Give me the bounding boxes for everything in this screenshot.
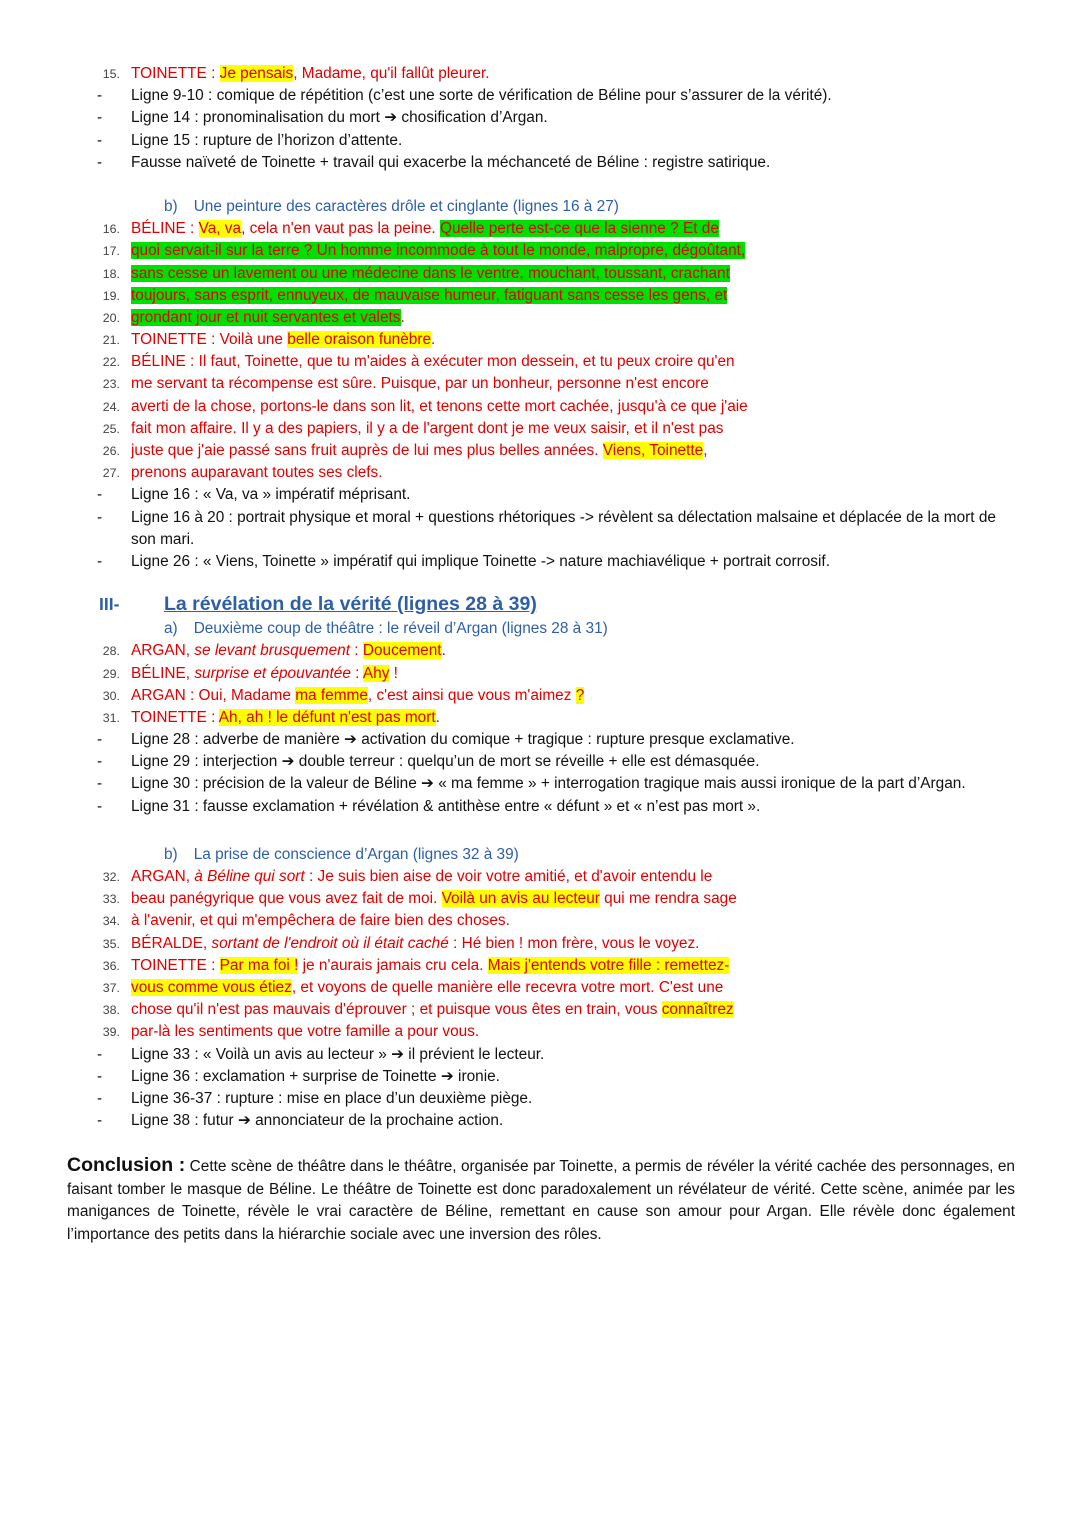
text-line-27: 27. prenons auparavant toutes ses clefs. (102, 464, 383, 482)
conclusion-text: Cette scène de théâtre dans le théâtre, organisée par Toinette, a permis de révéler la vérité cachée des personnages, en faisant tomber le masque de Béline. Le théâtre de Toinette est donc paradoxalement un révélateur de vérité. Cette scène, animée par les manigances de Toinette, révèle le vrai caractère de Béline, remettant en cause son amour pour Argan. Elle révèle donc également l’importance des petits dans la hiérarchie sociale avec une inversion des rôles. (67, 1158, 1015, 1243)
line-number: 15. (102, 67, 120, 81)
text-line-33: 33. beau panégyrique que vous avez fait de moi. Voilà un avis au lecteur qui me rendra sage (102, 890, 737, 908)
note-item: - Ligne 28 : adverbe de manière ➔ activation du comique + tragique : rupture presque exclamative. (97, 731, 795, 749)
note-item: - Ligne 9-10 : comique de répétition (c’est une sorte de vérification de Béline pour s’assurer de la vérité). (97, 87, 832, 105)
text-line-36: 36. TOINETTE : Par ma foi ! je n'aurais jamais cru cela. Mais j'entends votre fille : remettez- (102, 956, 730, 974)
conclusion-paragraph (67, 1154, 1015, 1246)
subsection-heading: b) Une peinture des caractères drôle et cinglante (lignes 16 à 27) (164, 197, 619, 215)
text-line-17: 17. quoi servait-il sur la terre ? Un homme incommode à tout le monde, malpropre, dégoûtant, (102, 242, 746, 260)
note-item: - Ligne 14 : pronominalisation du mort ➔ chosification d’Argan. (97, 109, 548, 127)
text-line-38: 38. chose qu'il n'est pas mauvais d'éprouver ; et puisque vous êtes en train, vous connaîtrez (102, 1001, 734, 1019)
note-item: - Ligne 15 : rupture de l’horizon d’attente. (97, 131, 403, 149)
note-item: - Ligne 16 à 20 : portrait physique et moral + questions rhétoriques -> révèlent sa délectation malsaine et déplacée de la mort de son mari. (97, 508, 996, 548)
text-line-29: 29. BÉLINE, surprise et épouvantée : Ahy ! (102, 664, 398, 682)
text-line-24: 24. averti de la chose, portons-le dans son lit, et tenons cette mort cachée, jusqu'à ce que j'aie (102, 397, 748, 415)
text-line-31: 31. TOINETTE : Ah, ah ! le défunt n'est pas mort. (102, 708, 440, 726)
text-line-20: 20. grondant jour et nuit servantes et valets. (102, 308, 405, 326)
text-line-34: 34. à l'avenir, et qui m'empêchera de faire bien des choses. (102, 912, 510, 930)
note-item: - Ligne 26 : « Viens, Toinette » impératif qui implique Toinette -> nature machiavélique + portrait corrosif. (97, 552, 830, 570)
highlight: Je pensais (219, 65, 294, 82)
note-item: - Ligne 33 : « Voilà un avis au lecteur » ➔ il prévient le lecteur. (97, 1045, 545, 1063)
section-heading: III- La révélation de la vérité (lignes 28 à 39) (99, 593, 537, 616)
conclusion-label: Conclusion : (67, 1154, 186, 1177)
text-line-19: 19. toujours, sans esprit, ennuyeux, de mauvaise humeur, fatiguant sans cesse les gens, et (102, 286, 728, 304)
text-line-28: 28. ARGAN, se levant brusquement : Doucement. (102, 642, 446, 660)
text-line-30: 30. ARGAN : Oui, Madame ma femme, c'est ainsi que vous m'aimez ? (102, 686, 585, 704)
text-line-35: 35. BÉRALDE, sortant de l'endroit où il était caché : Hé bien ! mon frère, vous le voyez. (102, 934, 700, 952)
note-item: - Ligne 30 : précision de la valeur de Béline ➔ « ma femme » + interrogation tragique mais aussi ironique de la part d’Argan. (97, 775, 966, 793)
note-item: - Ligne 36 : exclamation + surprise de Toinette ➔ ironie. (97, 1067, 500, 1085)
text-line-39: 39. par-là les sentiments que votre famille a pour vous. (102, 1023, 480, 1041)
subsection-heading: b) La prise de conscience d’Argan (lignes 32 à 39) (164, 845, 519, 863)
note-item: - Ligne 36-37 : rupture : mise en place d’un deuxième piège. (97, 1089, 533, 1107)
subsection-heading: a) Deuxième coup de théâtre : le réveil d’Argan (lignes 28 à 31) (164, 620, 608, 638)
document-page (0, 63, 1080, 1246)
text-line-21: 21. TOINETTE : Voilà une belle oraison funèbre. (102, 331, 436, 349)
text-line-25: 25. fait mon affaire. Il y a des papiers, il y a de l'argent dont je me veux saisir, et il n'est pas (102, 419, 724, 437)
note-item: - Ligne 16 : « Va, va » impératif méprisant. (97, 486, 411, 504)
text-line-26: 26. juste que j'aie passé sans fruit auprès de lui mes plus belles années. Viens, Toinette, (102, 442, 708, 459)
text-line-22: 22. BÉLINE : Il faut, Toinette, que tu m'aides à exécuter mon dessein, et tu peux croire qu'en (102, 353, 735, 371)
note-item: - Fausse naïveté de Toinette + travail qui exacerbe la méchanceté de Béline : registre satirique. (97, 153, 771, 171)
text-line-23: 23. me servant ta récompense est sûre. Puisque, par un bonheur, personne n'est encore (102, 375, 709, 393)
speaker: TOINETTE : (131, 65, 220, 82)
text-line-15: 15. TOINETTE : Je pensais, Madame, qu'il fallût pleurer. (0, 63, 1080, 85)
note-item: - Ligne 38 : futur ➔ annonciateur de la prochaine action. (97, 1112, 504, 1130)
note-item: - Ligne 29 : interjection ➔ double terreur : quelqu’un de mort se réveille + elle est démasquée. (97, 753, 760, 771)
text-line-16: 16. BÉLINE : Va, va, cela n'en vaut pas la peine. Quelle perte est-ce que la sienne ? Et de (102, 220, 719, 238)
text-line-32: 32. ARGAN, à Béline qui sort : Je suis bien aise de voir votre amitié, et d'avoir entendu le (102, 868, 713, 886)
note-item: - Ligne 31 : fausse exclamation + révélation & antithèse entre « défunt » et « n’est pas mort ». (97, 797, 761, 815)
text-line-18: 18. sans cesse un lavement ou une médecine dans le ventre, mouchant, toussant, crachant (102, 264, 730, 282)
text-line-37: 37. vous comme vous étiez, et voyons de quelle manière elle recevra votre mort. C'est une (102, 978, 724, 996)
